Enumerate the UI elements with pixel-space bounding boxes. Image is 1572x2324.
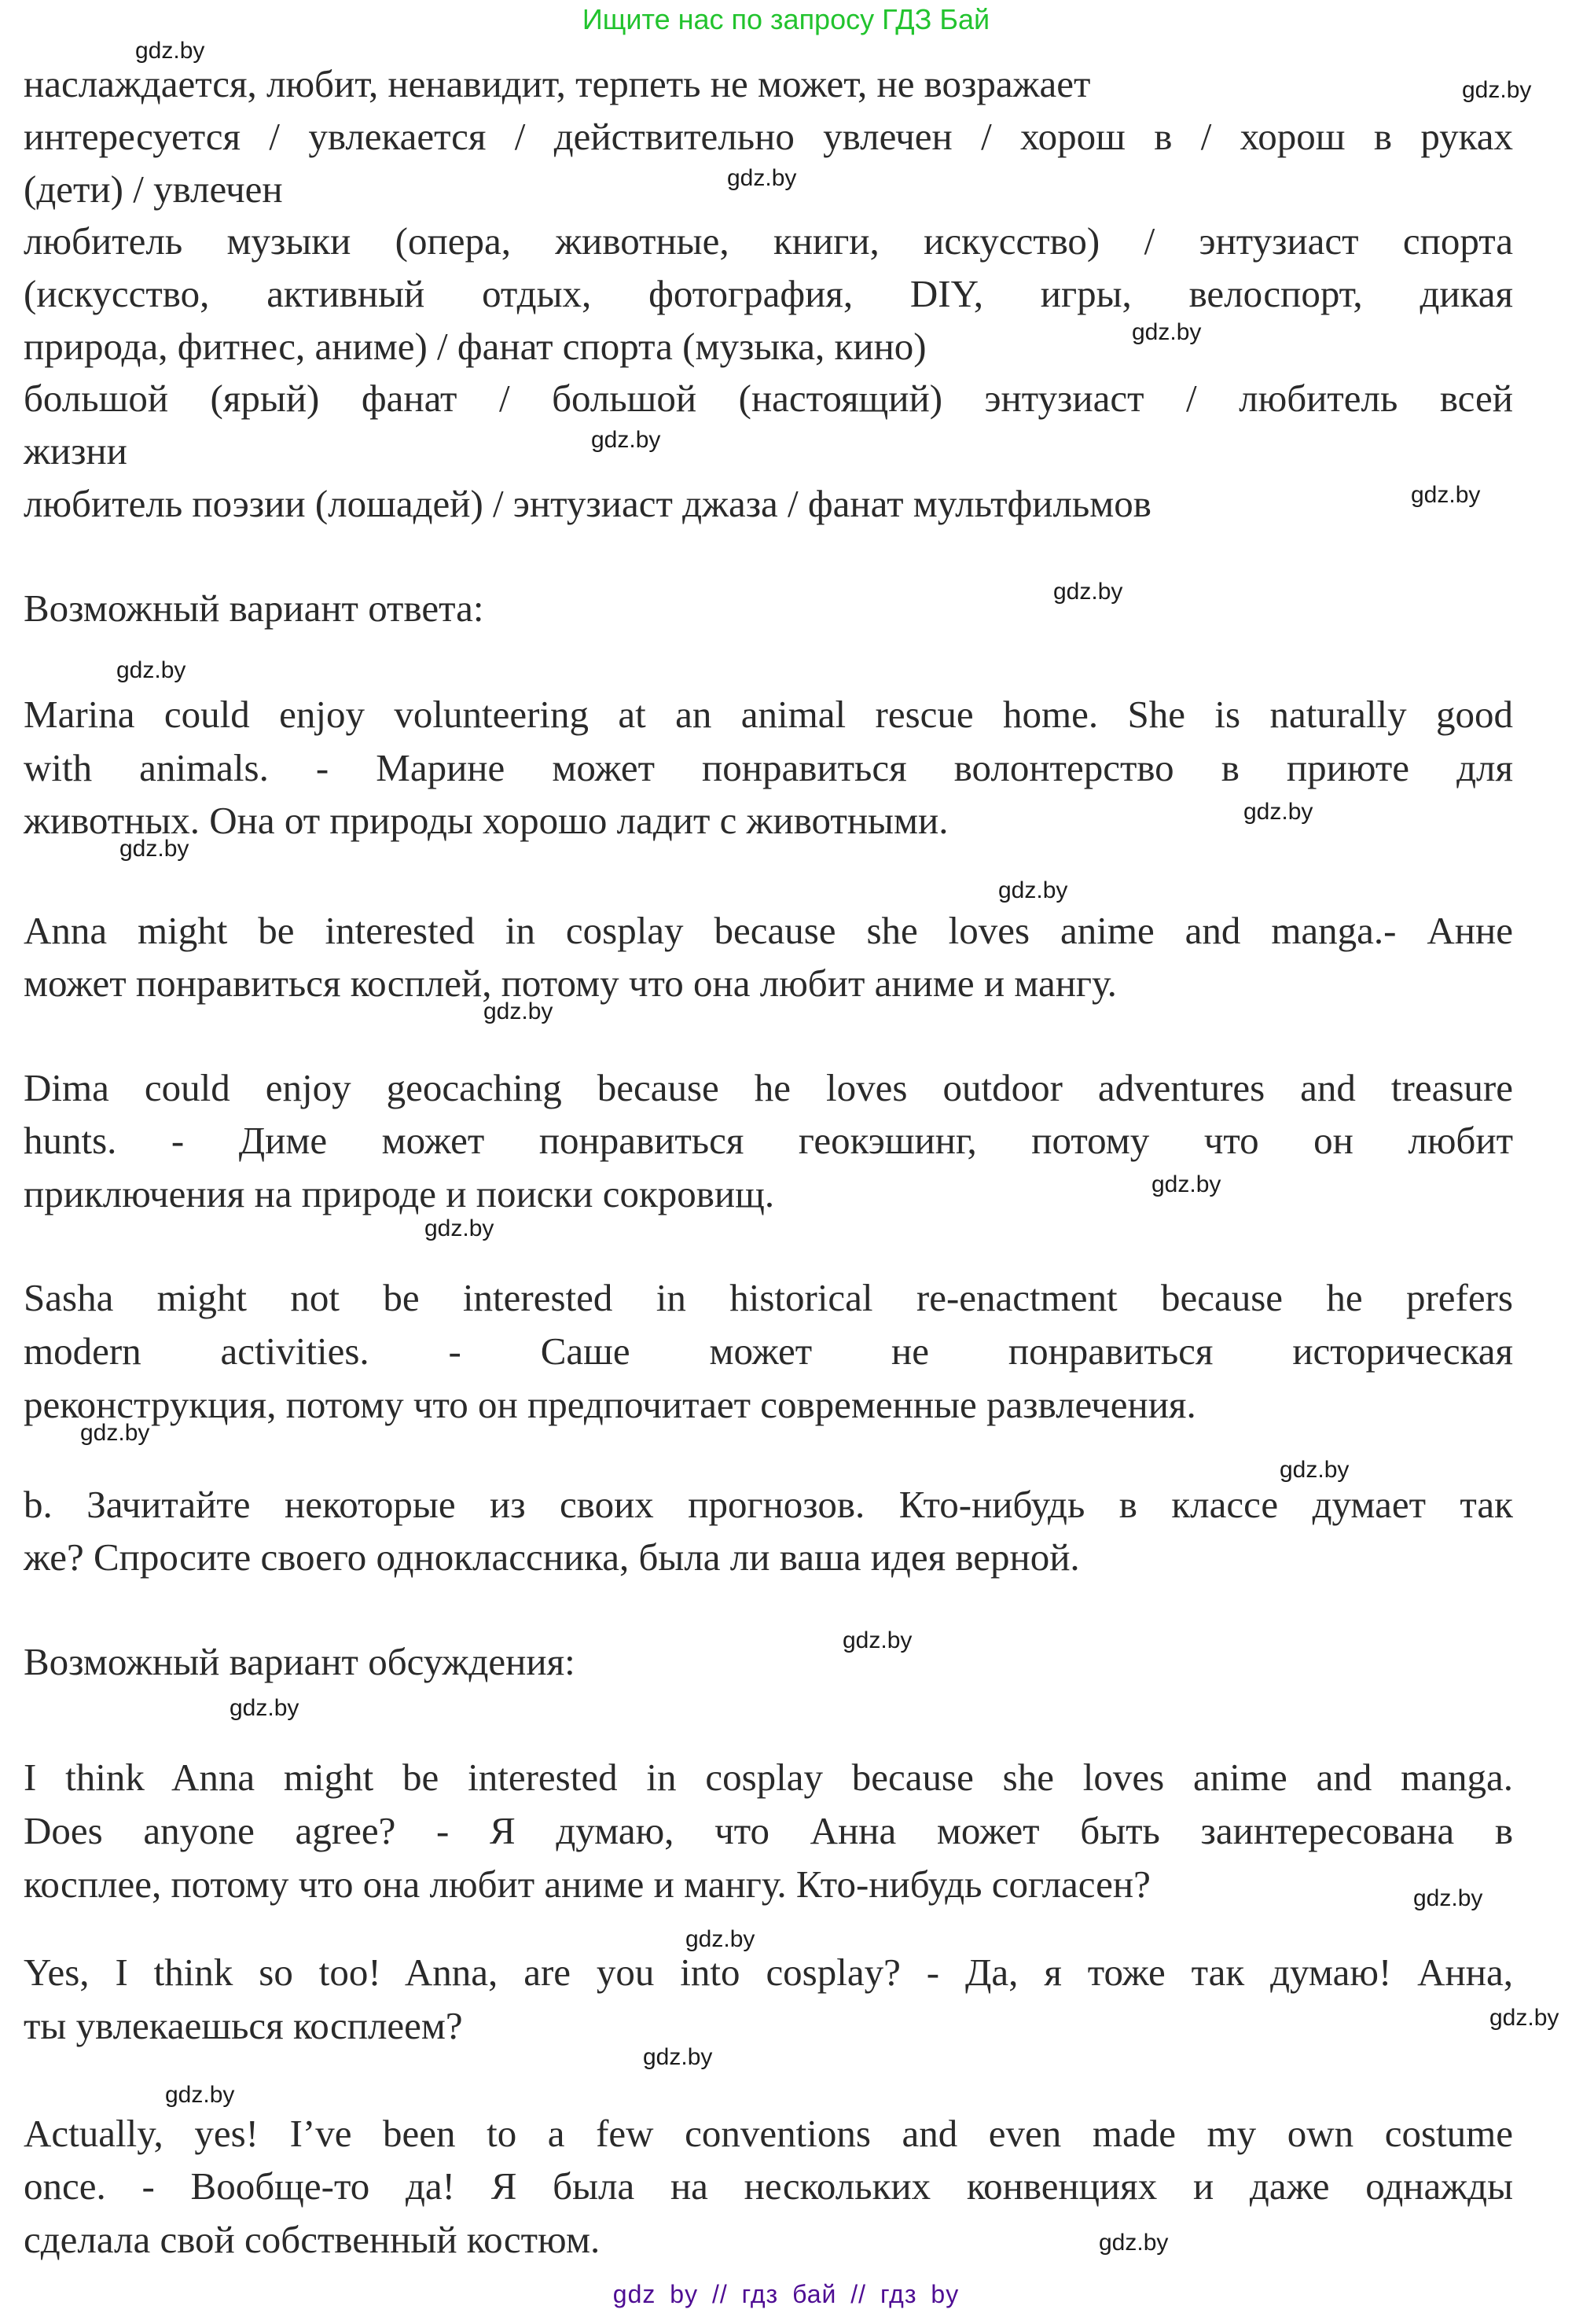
gdz-watermark: gdz.by bbox=[1489, 2005, 1559, 2031]
task-b-line-1: b. Зачитайте некоторые из своих прогнозов. Кто-нибудь в классе думает так bbox=[24, 1483, 1513, 1526]
discussion-turn3-line-1: Actually, yes! I’ve been to a few conventions and even made my own costume bbox=[24, 2112, 1513, 2155]
vocab-line-7: большой (ярый) фанат / большой (настоящий) энтузиаст / любитель всей bbox=[24, 377, 1513, 420]
discussion-turn3-line-2: once. - Вообще-то да! Я была на нескольких конвенциях и даже однажды bbox=[24, 2164, 1513, 2208]
gdz-watermark: gdz.by bbox=[643, 2044, 713, 2070]
vocab-line-1: наслаждается, любит, ненавидит, терпеть не может, не возражает bbox=[24, 62, 1091, 105]
marina-answer-line-1: Marina could enjoy volunteering at an animal rescue home. She is naturally good bbox=[24, 693, 1513, 736]
vocab-line-6: природа, фитнес, аниме) / фанат спорта (музыка, кино) bbox=[24, 325, 927, 368]
gdz-watermark: gdz.by bbox=[135, 38, 205, 64]
anna-answer-line-2: может понравиться косплей, потому что она любит аниме и мангу. bbox=[24, 962, 1117, 1005]
gdz-watermark: gdz.by bbox=[1132, 319, 1202, 345]
gdz-watermark: gdz.by bbox=[1413, 1885, 1483, 1911]
gdz-watermark: gdz.by bbox=[119, 836, 189, 862]
dima-answer-line-3: приключения на природе и поиски сокровищ. bbox=[24, 1172, 775, 1215]
gdz-watermark: gdz.by bbox=[424, 1215, 494, 1241]
gdz-watermark: gdz.by bbox=[843, 1627, 913, 1653]
gdz-watermark: gdz.by bbox=[165, 2082, 235, 2108]
gdz-watermark: gdz.by bbox=[727, 165, 797, 191]
answer-variant-heading: Возможный вариант ответа: bbox=[24, 587, 484, 630]
site-footer: gdz by // гдз бай // гдз by bbox=[612, 2280, 960, 2308]
discussion-turn2-line-1: Yes, I think so too! Anna, are you into cosplay? - Да, я тоже так думаю! Анна, bbox=[24, 1951, 1513, 1994]
sasha-answer-line-1: Sasha might not be interested in historical re-enactment because he prefers bbox=[24, 1276, 1513, 1319]
vocab-line-8: жизни bbox=[24, 429, 127, 473]
dima-answer-line-2: hunts. - Диме может понравиться геокэшинг, потому что он любит bbox=[24, 1119, 1513, 1162]
vocab-line-2: интересуется / увлекается / действительно увлечен / хорош в / хорош в руках bbox=[24, 115, 1513, 158]
dima-answer-line-1: Dima could enjoy geocaching because he loves outdoor adventures and treasure bbox=[24, 1066, 1513, 1109]
gdz-watermark: gdz.by bbox=[1053, 579, 1123, 605]
vocab-line-5: (искусство, активный отдых, фотография, DIY, игры, велоспорт, дикая bbox=[24, 272, 1513, 315]
task-b-line-2: же? Спросите своего одноклассника, была ли ваша идея верной. bbox=[24, 1535, 1080, 1579]
discussion-turn1-line-1: I think Anna might be interested in cosplay because she loves anime and manga. bbox=[24, 1756, 1513, 1799]
sasha-answer-line-2: modern activities. - Саше может не понравиться историческая bbox=[24, 1329, 1513, 1373]
gdz-watermark: gdz.by bbox=[1411, 482, 1481, 508]
gdz-watermark: gdz.by bbox=[80, 1420, 150, 1446]
gdz-watermark: gdz.by bbox=[116, 657, 186, 683]
sasha-answer-line-3: реконструкция, потому что он предпочитает современные развлечения. bbox=[24, 1383, 1196, 1426]
discussion-variant-heading: Возможный вариант обсуждения: bbox=[24, 1640, 575, 1683]
gdz-watermark: gdz.by bbox=[685, 1926, 755, 1952]
discussion-turn1-line-3: косплее, потому что она любит аниме и мангу. Кто-нибудь согласен? bbox=[24, 1863, 1151, 1906]
site-search-notice: Ищите нас по запросу ГДЗ Бай bbox=[582, 3, 990, 35]
gdz-watermark: gdz.by bbox=[1151, 1171, 1221, 1197]
marina-answer-line-3: животных. Она от природы хорошо ладит с животными. bbox=[24, 799, 949, 842]
gdz-watermark: gdz.by bbox=[591, 427, 661, 453]
gdz-watermark: gdz.by bbox=[1462, 77, 1532, 103]
vocab-line-3: (дети) / увлечен bbox=[24, 167, 283, 211]
discussion-turn1-line-2: Does anyone agree? - Я думаю, что Анна может быть заинтересована в bbox=[24, 1809, 1513, 1852]
gdz-watermark: gdz.by bbox=[483, 998, 553, 1024]
discussion-turn2-line-2: ты увлекаешься косплеем? bbox=[24, 2004, 463, 2047]
gdz-watermark: gdz.by bbox=[1280, 1457, 1350, 1483]
discussion-turn3-line-3: сделала свой собственный костюм. bbox=[24, 2218, 601, 2261]
gdz-watermark: gdz.by bbox=[1243, 799, 1313, 825]
gdz-watermark: gdz.by bbox=[1099, 2230, 1169, 2256]
anna-answer-line-1: Anna might be interested in cosplay because she loves anime and manga.- Анне bbox=[24, 909, 1513, 952]
vocab-line-9: любитель поэзии (лошадей) / энтузиаст джаза / фанат мультфильмов bbox=[24, 482, 1151, 525]
gdz-watermark: gdz.by bbox=[230, 1695, 299, 1721]
vocab-line-4: любитель музыки (опера, животные, книги, искусство) / энтузиаст спорта bbox=[24, 219, 1513, 263]
gdz-watermark: gdz.by bbox=[998, 877, 1068, 903]
marina-answer-line-2: with animals. - Марине может понравиться волонтерство в приюте для bbox=[24, 746, 1513, 789]
